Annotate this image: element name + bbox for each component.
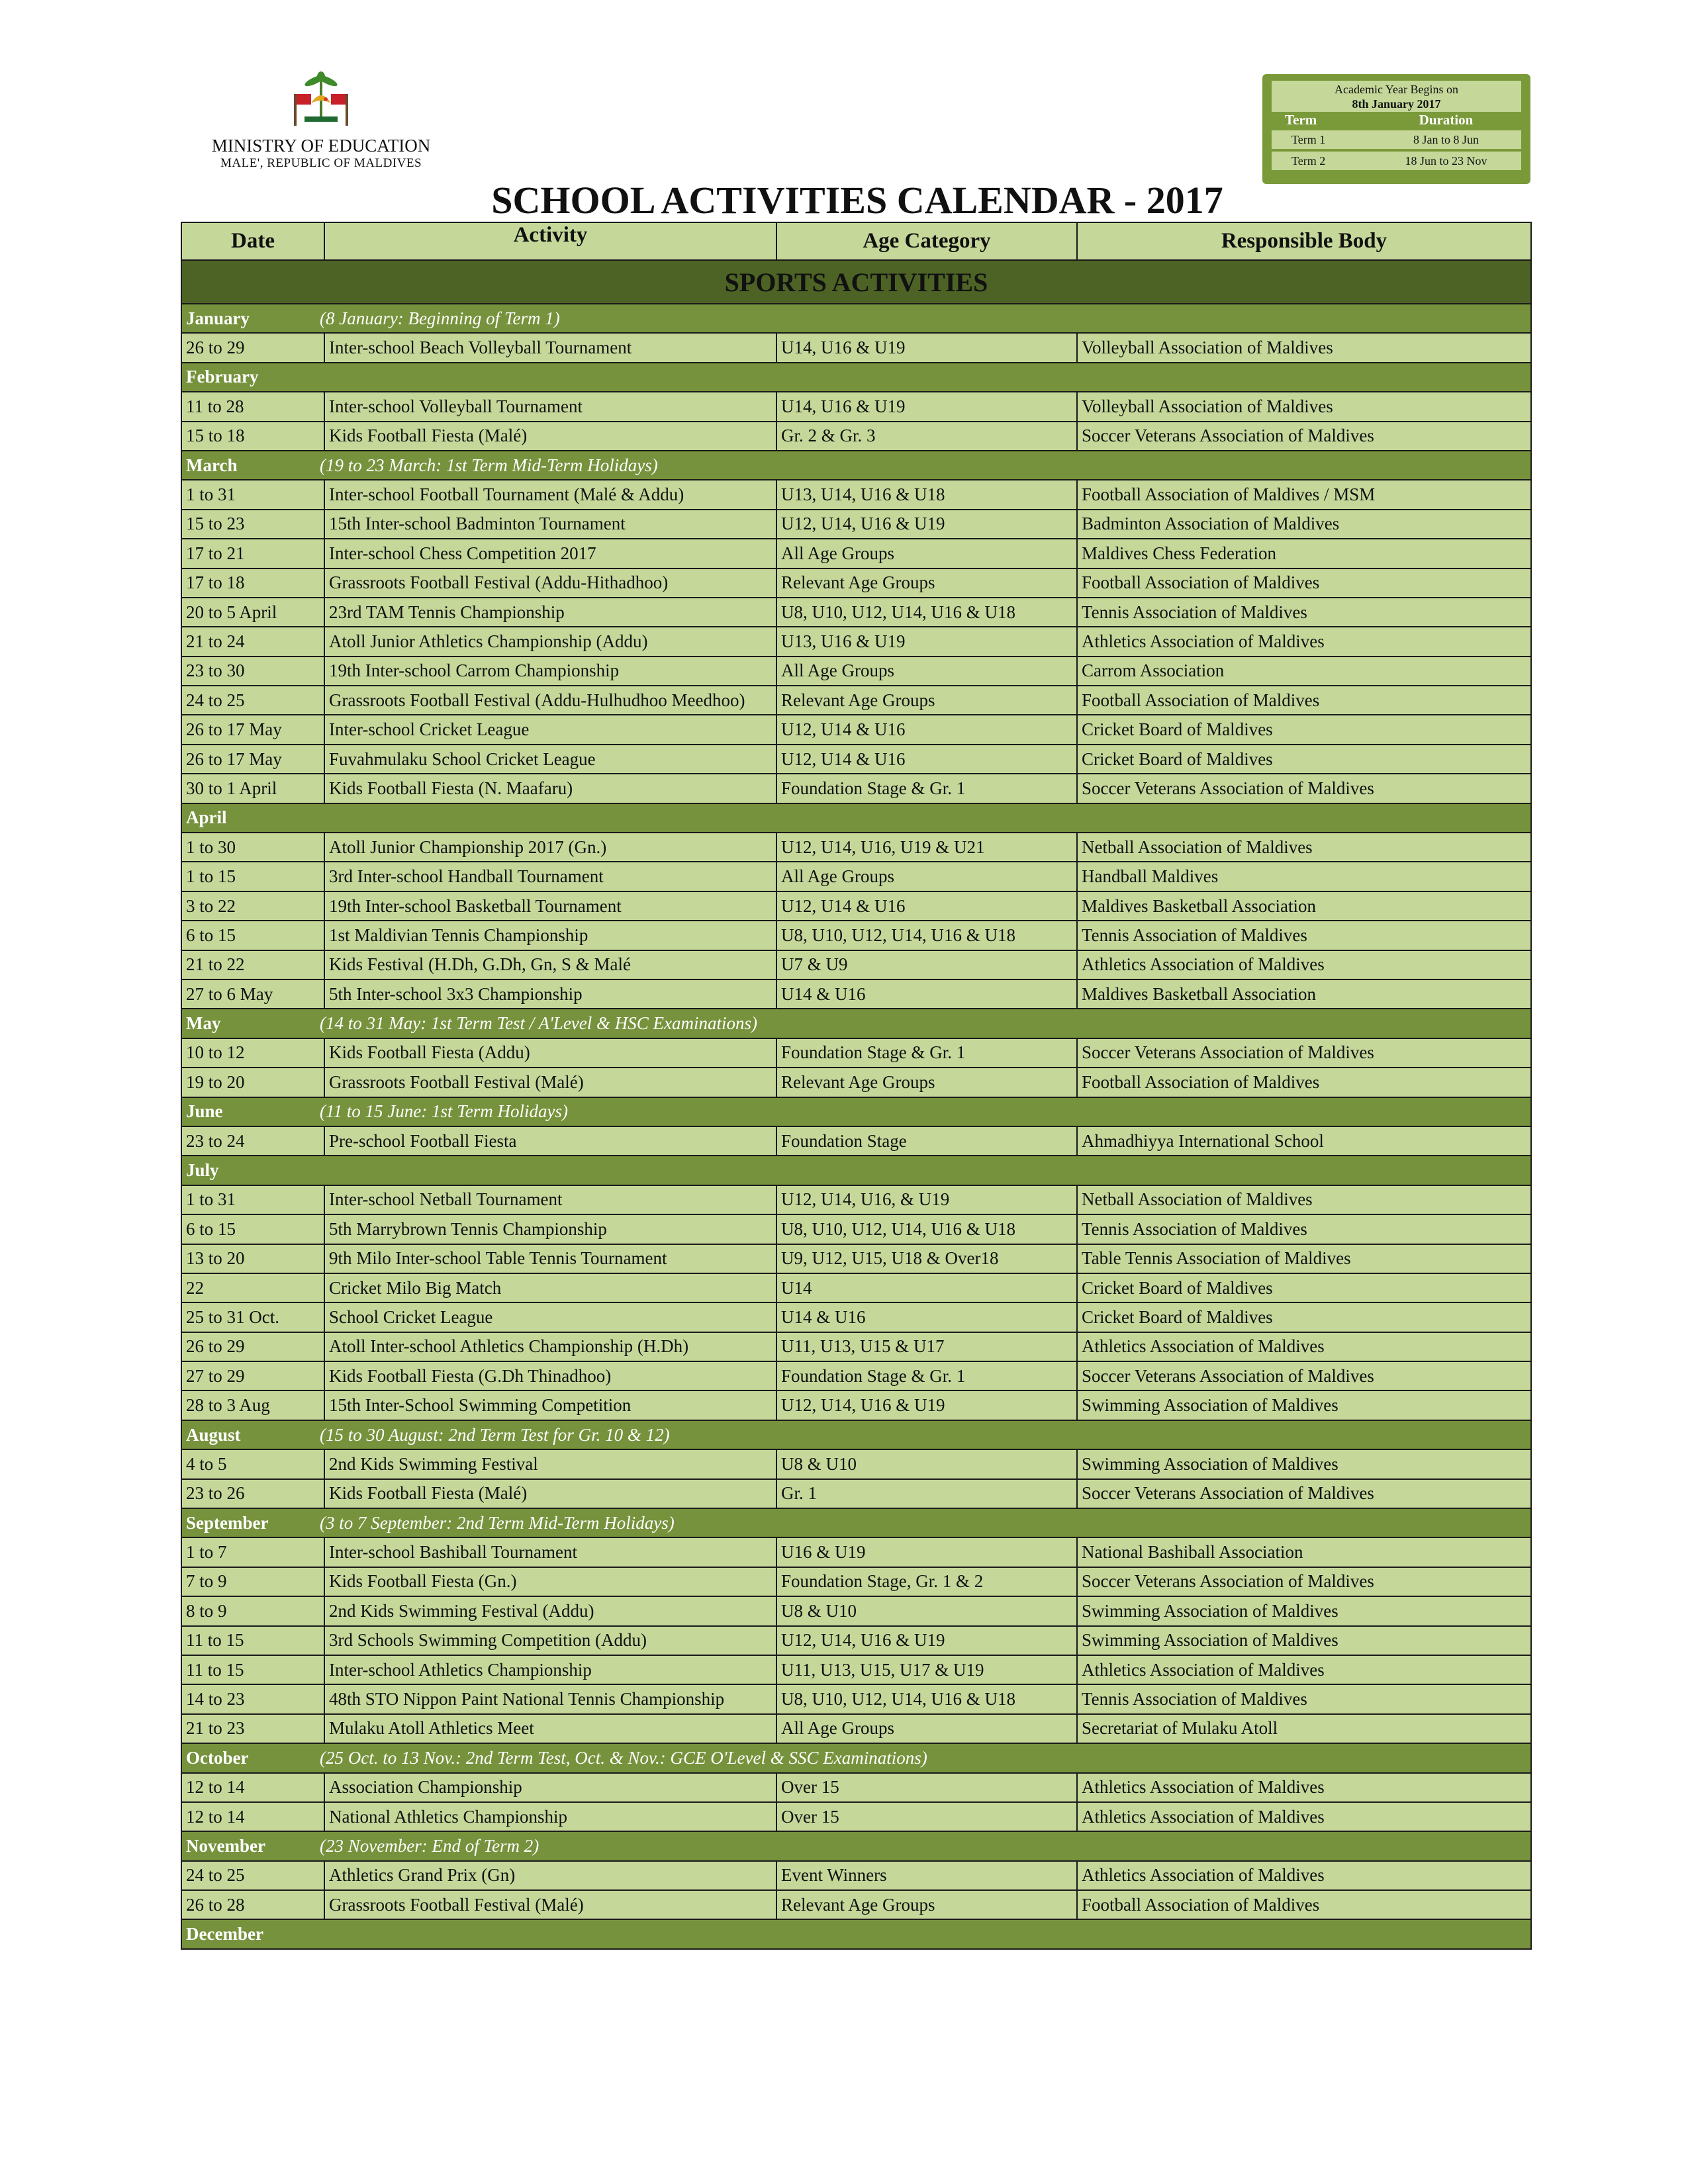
table-row bbox=[181, 1244, 1531, 1273]
event-age-category: Gr. 1 bbox=[776, 1479, 1077, 1508]
event-age-category: U8 & U10 bbox=[776, 1449, 1077, 1479]
event-age-category: Event Winners bbox=[776, 1861, 1077, 1890]
term-name: Term 1 bbox=[1291, 133, 1326, 146]
month-note: (15 to 30 August: 2nd Term Test for Gr. 10 & 12) bbox=[320, 1424, 670, 1445]
event-date: 1 to 31 bbox=[181, 1185, 324, 1214]
event-activity: 9th Milo Inter-school Table Tennis Tournament bbox=[324, 1244, 776, 1273]
event-date: 12 to 14 bbox=[181, 1773, 324, 1802]
table-row bbox=[181, 1861, 1531, 1890]
table-row bbox=[181, 1449, 1531, 1479]
event-date: 26 to 29 bbox=[181, 1332, 324, 1361]
event-activity: Inter-school Cricket League bbox=[324, 715, 776, 744]
event-date: 19 to 20 bbox=[181, 1068, 324, 1097]
event-activity: 5th Inter-school 3x3 Championship bbox=[324, 979, 776, 1009]
event-responsible-body: Soccer Veterans Association of Maldives bbox=[1077, 1567, 1531, 1596]
table-row bbox=[181, 1185, 1531, 1214]
month-note: (25 Oct. to 13 Nov.: 2nd Term Test, Oct. & Nov.: GCE O'Level & SSC Examinations) bbox=[320, 1747, 927, 1768]
section-row bbox=[181, 260, 1531, 304]
event-responsible-body: Tennis Association of Maldives bbox=[1077, 921, 1531, 950]
event-age-category: Relevant Age Groups bbox=[776, 569, 1077, 598]
month-note: (23 November: End of Term 2) bbox=[320, 1836, 539, 1856]
event-age-category: Foundation Stage & Gr. 1 bbox=[776, 1361, 1077, 1390]
month-note: (8 January: Beginning of Term 1) bbox=[320, 308, 560, 328]
event-date: 30 to 1 April bbox=[181, 774, 324, 803]
event-activity: Grassroots Football Festival (Malé) bbox=[324, 1068, 776, 1097]
table-row bbox=[181, 1773, 1531, 1802]
month-cell bbox=[181, 1156, 1531, 1185]
col-header-activity: Activity bbox=[324, 222, 776, 260]
event-activity: National Athletics Championship bbox=[324, 1802, 776, 1831]
event-date: 1 to 7 bbox=[181, 1537, 324, 1567]
month-cell bbox=[181, 803, 1531, 833]
event-activity: Kids Football Fiesta (Gn.) bbox=[324, 1567, 776, 1596]
month-note: (3 to 7 September: 2nd Term Mid-Term Holidays) bbox=[320, 1512, 675, 1533]
month-row-march bbox=[181, 451, 1531, 480]
event-responsible-body: Maldives Basketball Association bbox=[1077, 979, 1531, 1009]
table-row bbox=[181, 510, 1531, 539]
term-row bbox=[1272, 152, 1521, 170]
table-row bbox=[181, 1537, 1531, 1567]
month-name: February bbox=[186, 367, 259, 387]
month-cell bbox=[181, 1097, 1531, 1126]
table-row bbox=[181, 598, 1531, 627]
table-row bbox=[181, 1479, 1531, 1508]
table-row bbox=[181, 1390, 1531, 1420]
event-responsible-body: Soccer Veterans Association of Maldives bbox=[1077, 1361, 1531, 1390]
table-row bbox=[181, 1655, 1531, 1684]
event-activity: Association Championship bbox=[324, 1773, 776, 1802]
event-age-category: U12, U14, U16, & U19 bbox=[776, 1185, 1077, 1214]
event-date: 27 to 6 May bbox=[181, 979, 324, 1009]
event-responsible-body: Athletics Association of Maldives bbox=[1077, 627, 1531, 656]
event-date: 12 to 14 bbox=[181, 1802, 324, 1831]
event-age-category: U7 & U9 bbox=[776, 950, 1077, 979]
event-age-category: U13, U16 & U19 bbox=[776, 627, 1077, 656]
event-age-category: U12, U14, U16 & U19 bbox=[776, 1626, 1077, 1655]
event-age-category: All Age Groups bbox=[776, 539, 1077, 568]
event-date: 13 to 20 bbox=[181, 1244, 324, 1273]
month-cell bbox=[181, 363, 1531, 392]
event-activity: 1st Maldivian Tennis Championship bbox=[324, 921, 776, 950]
event-date: 21 to 23 bbox=[181, 1714, 324, 1743]
term-col-header: Term bbox=[1285, 112, 1317, 128]
table-row bbox=[181, 1714, 1531, 1743]
table-row bbox=[181, 657, 1531, 686]
event-responsible-body: Swimming Association of Maldives bbox=[1077, 1390, 1531, 1420]
month-name: December bbox=[186, 1924, 263, 1944]
event-activity: Kids Football Fiesta (G.Dh Thinadhoo) bbox=[324, 1361, 776, 1390]
event-responsible-body: Table Tennis Association of Maldives bbox=[1077, 1244, 1531, 1273]
ministry-name: MINISTRY OF EDUCATION bbox=[211, 136, 431, 156]
event-date: 24 to 25 bbox=[181, 1861, 324, 1890]
event-activity: Kids Festival (H.Dh, G.Dh, Gn, S & Malé bbox=[324, 950, 776, 979]
table-row bbox=[181, 1684, 1531, 1713]
activities-calendar-table bbox=[181, 222, 1532, 1950]
table-row bbox=[181, 1626, 1531, 1655]
event-responsible-body: Soccer Veterans Association of Maldives bbox=[1077, 774, 1531, 803]
event-age-category: All Age Groups bbox=[776, 862, 1077, 891]
academic-year-box bbox=[1262, 74, 1530, 184]
table-row bbox=[181, 774, 1531, 803]
table-row bbox=[181, 392, 1531, 421]
event-activity: 19th Inter-school Basketball Tournament bbox=[324, 891, 776, 921]
event-date: 21 to 22 bbox=[181, 950, 324, 979]
event-date: 7 to 9 bbox=[181, 1567, 324, 1596]
maldives-emblem-icon bbox=[285, 71, 357, 131]
term-name: Term 2 bbox=[1291, 154, 1326, 167]
month-cell bbox=[181, 1508, 1531, 1537]
table-row bbox=[181, 950, 1531, 979]
table-row bbox=[181, 833, 1531, 862]
event-age-category: U14 & U16 bbox=[776, 1302, 1077, 1332]
event-responsible-body: Swimming Association of Maldives bbox=[1077, 1449, 1531, 1479]
event-age-category: U8, U10, U12, U14, U16 & U18 bbox=[776, 921, 1077, 950]
month-row-july bbox=[181, 1156, 1531, 1185]
event-responsible-body: Volleyball Association of Maldives bbox=[1077, 392, 1531, 421]
event-date: 23 to 24 bbox=[181, 1126, 324, 1156]
table-row bbox=[181, 569, 1531, 598]
academic-year-date: 8th January 2017 bbox=[1352, 97, 1441, 111]
month-row-september bbox=[181, 1508, 1531, 1537]
month-cell bbox=[181, 1919, 1531, 1948]
event-responsible-body: Cricket Board of Maldives bbox=[1077, 715, 1531, 744]
term-table-header bbox=[1272, 112, 1521, 128]
event-age-category: Over 15 bbox=[776, 1773, 1077, 1802]
event-responsible-body: Volleyball Association of Maldives bbox=[1077, 333, 1531, 362]
event-age-category: U14 bbox=[776, 1273, 1077, 1302]
ministry-header bbox=[165, 136, 477, 171]
event-date: 15 to 18 bbox=[181, 422, 324, 451]
event-age-category: U13, U14, U16 & U18 bbox=[776, 480, 1077, 509]
event-activity: Cricket Milo Big Match bbox=[324, 1273, 776, 1302]
event-age-category: Foundation Stage & Gr. 1 bbox=[776, 1038, 1077, 1068]
table-row bbox=[181, 862, 1531, 891]
event-date: 26 to 28 bbox=[181, 1890, 324, 1919]
month-name: August bbox=[186, 1424, 241, 1445]
event-activity: 3rd Schools Swimming Competition (Addu) bbox=[324, 1626, 776, 1655]
month-row-august bbox=[181, 1420, 1531, 1449]
table-row bbox=[181, 422, 1531, 451]
event-activity: Fuvahmulaku School Cricket League bbox=[324, 745, 776, 774]
event-activity: Atoll Junior Championship 2017 (Gn.) bbox=[324, 833, 776, 862]
page-title: SCHOOL ACTIVITIES CALENDAR - 2017 bbox=[491, 179, 1223, 222]
event-activity: 15th Inter-School Swimming Competition bbox=[324, 1390, 776, 1420]
event-responsible-body: Netball Association of Maldives bbox=[1077, 833, 1531, 862]
event-responsible-body: Athletics Association of Maldives bbox=[1077, 1802, 1531, 1831]
event-responsible-body: Swimming Association of Maldives bbox=[1077, 1626, 1531, 1655]
event-age-category: U9, U12, U15, U18 & Over18 bbox=[776, 1244, 1077, 1273]
event-responsible-body: Soccer Veterans Association of Maldives bbox=[1077, 1479, 1531, 1508]
table-row bbox=[181, 1068, 1531, 1097]
academic-year-label: Academic Year Begins on bbox=[1335, 83, 1458, 96]
table-row bbox=[181, 979, 1531, 1009]
table-row bbox=[181, 1273, 1531, 1302]
event-date: 17 to 21 bbox=[181, 539, 324, 568]
event-activity: Athletics Grand Prix (Gn) bbox=[324, 1861, 776, 1890]
table-row bbox=[181, 686, 1531, 715]
month-name: June bbox=[186, 1101, 223, 1122]
event-responsible-body: Tennis Association of Maldives bbox=[1077, 1214, 1531, 1244]
table-row bbox=[181, 1302, 1531, 1332]
table-row bbox=[181, 539, 1531, 568]
event-responsible-body: National Bashiball Association bbox=[1077, 1537, 1531, 1567]
event-date: 14 to 23 bbox=[181, 1684, 324, 1713]
event-responsible-body: Tennis Association of Maldives bbox=[1077, 598, 1531, 627]
event-date: 3 to 22 bbox=[181, 891, 324, 921]
duration-col-header: Duration bbox=[1419, 112, 1474, 128]
event-responsible-body: Tennis Association of Maldives bbox=[1077, 1684, 1531, 1713]
event-date: 8 to 9 bbox=[181, 1596, 324, 1625]
event-activity: Inter-school Netball Tournament bbox=[324, 1185, 776, 1214]
event-age-category: U12, U14 & U16 bbox=[776, 891, 1077, 921]
event-date: 1 to 31 bbox=[181, 480, 324, 509]
event-age-category: U12, U14 & U16 bbox=[776, 715, 1077, 744]
event-responsible-body: Athletics Association of Maldives bbox=[1077, 1655, 1531, 1684]
month-name: April bbox=[186, 807, 227, 828]
event-activity: 3rd Inter-school Handball Tournament bbox=[324, 862, 776, 891]
event-responsible-body: Maldives Chess Federation bbox=[1077, 539, 1531, 568]
event-age-category: U11, U13, U15, U17 & U19 bbox=[776, 1655, 1077, 1684]
event-activity: Atoll Inter-school Athletics Championship (H.Dh) bbox=[324, 1332, 776, 1361]
event-activity: Inter-school Beach Volleyball Tournament bbox=[324, 333, 776, 362]
event-date: 23 to 30 bbox=[181, 657, 324, 686]
section-title: SPORTS ACTIVITIES bbox=[181, 260, 1531, 304]
month-cell bbox=[181, 1420, 1531, 1449]
month-row-april bbox=[181, 803, 1531, 833]
event-activity: 15th Inter-school Badminton Tournament bbox=[324, 510, 776, 539]
event-responsible-body: Football Association of Maldives bbox=[1077, 569, 1531, 598]
event-date: 1 to 15 bbox=[181, 862, 324, 891]
event-responsible-body: Cricket Board of Maldives bbox=[1077, 745, 1531, 774]
event-activity: Inter-school Bashiball Tournament bbox=[324, 1537, 776, 1567]
term-row bbox=[1272, 130, 1521, 149]
event-age-category: Foundation Stage bbox=[776, 1126, 1077, 1156]
month-name: July bbox=[186, 1160, 219, 1181]
event-age-category: All Age Groups bbox=[776, 1714, 1077, 1743]
month-name: May bbox=[186, 1013, 221, 1034]
event-date: 27 to 29 bbox=[181, 1361, 324, 1390]
table-row bbox=[181, 1596, 1531, 1625]
month-cell bbox=[181, 1009, 1531, 1038]
event-age-category: U14 & U16 bbox=[776, 979, 1077, 1009]
col-header-age-category: Age Category bbox=[776, 222, 1077, 260]
event-activity: Pre-school Football Fiesta bbox=[324, 1126, 776, 1156]
table-row bbox=[181, 745, 1531, 774]
academic-year-header bbox=[1272, 81, 1521, 112]
event-age-category: Foundation Stage, Gr. 1 & 2 bbox=[776, 1567, 1077, 1596]
month-name: November bbox=[186, 1836, 265, 1856]
event-date: 11 to 28 bbox=[181, 392, 324, 421]
event-activity: Kids Football Fiesta (N. Maafaru) bbox=[324, 774, 776, 803]
event-date: 26 to 29 bbox=[181, 333, 324, 362]
event-responsible-body: Athletics Association of Maldives bbox=[1077, 1773, 1531, 1802]
event-responsible-body: Netball Association of Maldives bbox=[1077, 1185, 1531, 1214]
event-activity: School Cricket League bbox=[324, 1302, 776, 1332]
event-activity: 23rd TAM Tennis Championship bbox=[324, 598, 776, 627]
month-cell bbox=[181, 451, 1531, 480]
event-date: 15 to 23 bbox=[181, 510, 324, 539]
event-responsible-body: Soccer Veterans Association of Maldives bbox=[1077, 422, 1531, 451]
event-age-category: U16 & U19 bbox=[776, 1537, 1077, 1567]
month-name: March bbox=[186, 455, 238, 475]
event-age-category: Gr. 2 & Gr. 3 bbox=[776, 422, 1077, 451]
event-age-category: U8, U10, U12, U14, U16 & U18 bbox=[776, 1214, 1077, 1244]
event-date: 6 to 15 bbox=[181, 921, 324, 950]
term-duration: 8 Jan to 8 Jun bbox=[1413, 133, 1479, 146]
month-row-june bbox=[181, 1097, 1531, 1126]
event-date: 24 to 25 bbox=[181, 686, 324, 715]
month-cell bbox=[181, 1743, 1531, 1772]
event-date: 6 to 15 bbox=[181, 1214, 324, 1244]
event-date: 17 to 18 bbox=[181, 569, 324, 598]
event-activity: Grassroots Football Festival (Addu-Hithadhoo) bbox=[324, 569, 776, 598]
table-row bbox=[181, 1890, 1531, 1919]
event-age-category: U12, U14 & U16 bbox=[776, 745, 1077, 774]
event-date: 26 to 17 May bbox=[181, 745, 324, 774]
table-row bbox=[181, 891, 1531, 921]
event-responsible-body: Carrom Association bbox=[1077, 657, 1531, 686]
event-age-category: U12, U14, U16 & U19 bbox=[776, 1390, 1077, 1420]
event-date: 22 bbox=[181, 1273, 324, 1302]
event-responsible-body: Athletics Association of Maldives bbox=[1077, 1861, 1531, 1890]
event-age-category: U12, U14, U16, U19 & U21 bbox=[776, 833, 1077, 862]
col-header-date: Date bbox=[181, 222, 324, 260]
event-responsible-body: Swimming Association of Maldives bbox=[1077, 1596, 1531, 1625]
month-note: (11 to 15 June: 1st Term Holidays) bbox=[320, 1101, 568, 1122]
event-activity: Kids Football Fiesta (Malé) bbox=[324, 422, 776, 451]
event-responsible-body: Athletics Association of Maldives bbox=[1077, 950, 1531, 979]
table-row bbox=[181, 1567, 1531, 1596]
table-row bbox=[181, 1214, 1531, 1244]
event-activity: Kids Football Fiesta (Addu) bbox=[324, 1038, 776, 1068]
event-date: 10 to 12 bbox=[181, 1038, 324, 1068]
table-row bbox=[181, 627, 1531, 656]
event-age-category: U8, U10, U12, U14, U16 & U18 bbox=[776, 1684, 1077, 1713]
event-responsible-body: Football Association of Maldives bbox=[1077, 1068, 1531, 1097]
event-responsible-body: Football Association of Maldives bbox=[1077, 686, 1531, 715]
table-row bbox=[181, 1332, 1531, 1361]
event-activity: 19th Inter-school Carrom Championship bbox=[324, 657, 776, 686]
event-age-category: U8, U10, U12, U14, U16 & U18 bbox=[776, 598, 1077, 627]
event-responsible-body: Athletics Association of Maldives bbox=[1077, 1332, 1531, 1361]
event-age-category: U11, U13, U15 & U17 bbox=[776, 1332, 1077, 1361]
event-age-category: U12, U14, U16 & U19 bbox=[776, 510, 1077, 539]
event-activity: Mulaku Atoll Athletics Meet bbox=[324, 1714, 776, 1743]
event-age-category: Relevant Age Groups bbox=[776, 1890, 1077, 1919]
event-responsible-body: Handball Maldives bbox=[1077, 862, 1531, 891]
event-date: 11 to 15 bbox=[181, 1626, 324, 1655]
event-date: 25 to 31 Oct. bbox=[181, 1302, 324, 1332]
month-note: (14 to 31 May: 1st Term Test / A'Level & HSC Examinations) bbox=[320, 1013, 758, 1034]
event-responsible-body: Badminton Association of Maldives bbox=[1077, 510, 1531, 539]
month-note: (19 to 23 March: 1st Term Mid-Term Holidays) bbox=[320, 455, 658, 475]
event-responsible-body: Maldives Basketball Association bbox=[1077, 891, 1531, 921]
table-row bbox=[181, 715, 1531, 744]
table-header-row bbox=[181, 222, 1531, 260]
event-responsible-body: Ahmadhiyya International School bbox=[1077, 1126, 1531, 1156]
event-responsible-body: Cricket Board of Maldives bbox=[1077, 1302, 1531, 1332]
month-row-may bbox=[181, 1009, 1531, 1038]
month-row-february bbox=[181, 363, 1531, 392]
event-age-category: U8 & U10 bbox=[776, 1596, 1077, 1625]
event-date: 23 to 26 bbox=[181, 1479, 324, 1508]
event-activity: 48th STO Nippon Paint National Tennis Championship bbox=[324, 1684, 776, 1713]
event-responsible-body: Soccer Veterans Association of Maldives bbox=[1077, 1038, 1531, 1068]
event-responsible-body: Football Association of Maldives bbox=[1077, 1890, 1531, 1919]
event-activity: Inter-school Chess Competition 2017 bbox=[324, 539, 776, 568]
table-row bbox=[181, 1038, 1531, 1068]
event-activity: Atoll Junior Athletics Championship (Addu) bbox=[324, 627, 776, 656]
event-date: 20 to 5 April bbox=[181, 598, 324, 627]
table-row bbox=[181, 921, 1531, 950]
month-row-january bbox=[181, 304, 1531, 333]
event-age-category: Relevant Age Groups bbox=[776, 686, 1077, 715]
event-date: 26 to 17 May bbox=[181, 715, 324, 744]
event-date: 1 to 30 bbox=[181, 833, 324, 862]
term-duration: 18 Jun to 23 Nov bbox=[1405, 154, 1487, 167]
event-age-category: U14, U16 & U19 bbox=[776, 392, 1077, 421]
month-name: September bbox=[186, 1512, 269, 1533]
event-activity: Inter-school Football Tournament (Malé & Addu) bbox=[324, 480, 776, 509]
event-date: 11 to 15 bbox=[181, 1655, 324, 1684]
month-row-december bbox=[181, 1919, 1531, 1948]
table-row bbox=[181, 333, 1531, 362]
month-name: January bbox=[186, 308, 250, 328]
month-row-october bbox=[181, 1743, 1531, 1772]
event-responsible-body: Football Association of Maldives / MSM bbox=[1077, 480, 1531, 509]
event-activity: Kids Football Fiesta (Malé) bbox=[324, 1479, 776, 1508]
event-age-category: U14, U16 & U19 bbox=[776, 333, 1077, 362]
event-activity: 2nd Kids Swimming Festival (Addu) bbox=[324, 1596, 776, 1625]
table-row bbox=[181, 1126, 1531, 1156]
ministry-location: MALE', REPUBLIC OF MALDIVES bbox=[220, 156, 422, 170]
event-date: 28 to 3 Aug bbox=[181, 1390, 324, 1420]
calendar-body bbox=[181, 260, 1531, 1949]
event-date: 4 to 5 bbox=[181, 1449, 324, 1479]
table-row bbox=[181, 1802, 1531, 1831]
event-activity: Inter-school Volleyball Tournament bbox=[324, 392, 776, 421]
event-date: 21 to 24 bbox=[181, 627, 324, 656]
event-activity: 5th Marrybrown Tennis Championship bbox=[324, 1214, 776, 1244]
event-responsible-body: Secretariat of Mulaku Atoll bbox=[1077, 1714, 1531, 1743]
event-age-category: All Age Groups bbox=[776, 657, 1077, 686]
table-row bbox=[181, 480, 1531, 509]
month-cell bbox=[181, 1831, 1531, 1860]
event-activity: Grassroots Football Festival (Addu-Hulhudhoo Meedhoo) bbox=[324, 686, 776, 715]
month-cell bbox=[181, 304, 1531, 333]
event-activity: 2nd Kids Swimming Festival bbox=[324, 1449, 776, 1479]
event-activity: Grassroots Football Festival (Malé) bbox=[324, 1890, 776, 1919]
event-activity: Inter-school Athletics Championship bbox=[324, 1655, 776, 1684]
table-row bbox=[181, 1361, 1531, 1390]
col-header-responsible-body: Responsible Body bbox=[1077, 222, 1531, 260]
event-age-category: Relevant Age Groups bbox=[776, 1068, 1077, 1097]
event-age-category: Over 15 bbox=[776, 1802, 1077, 1831]
event-responsible-body: Cricket Board of Maldives bbox=[1077, 1273, 1531, 1302]
month-row-november bbox=[181, 1831, 1531, 1860]
month-name: October bbox=[186, 1747, 249, 1768]
event-age-category: Foundation Stage & Gr. 1 bbox=[776, 774, 1077, 803]
